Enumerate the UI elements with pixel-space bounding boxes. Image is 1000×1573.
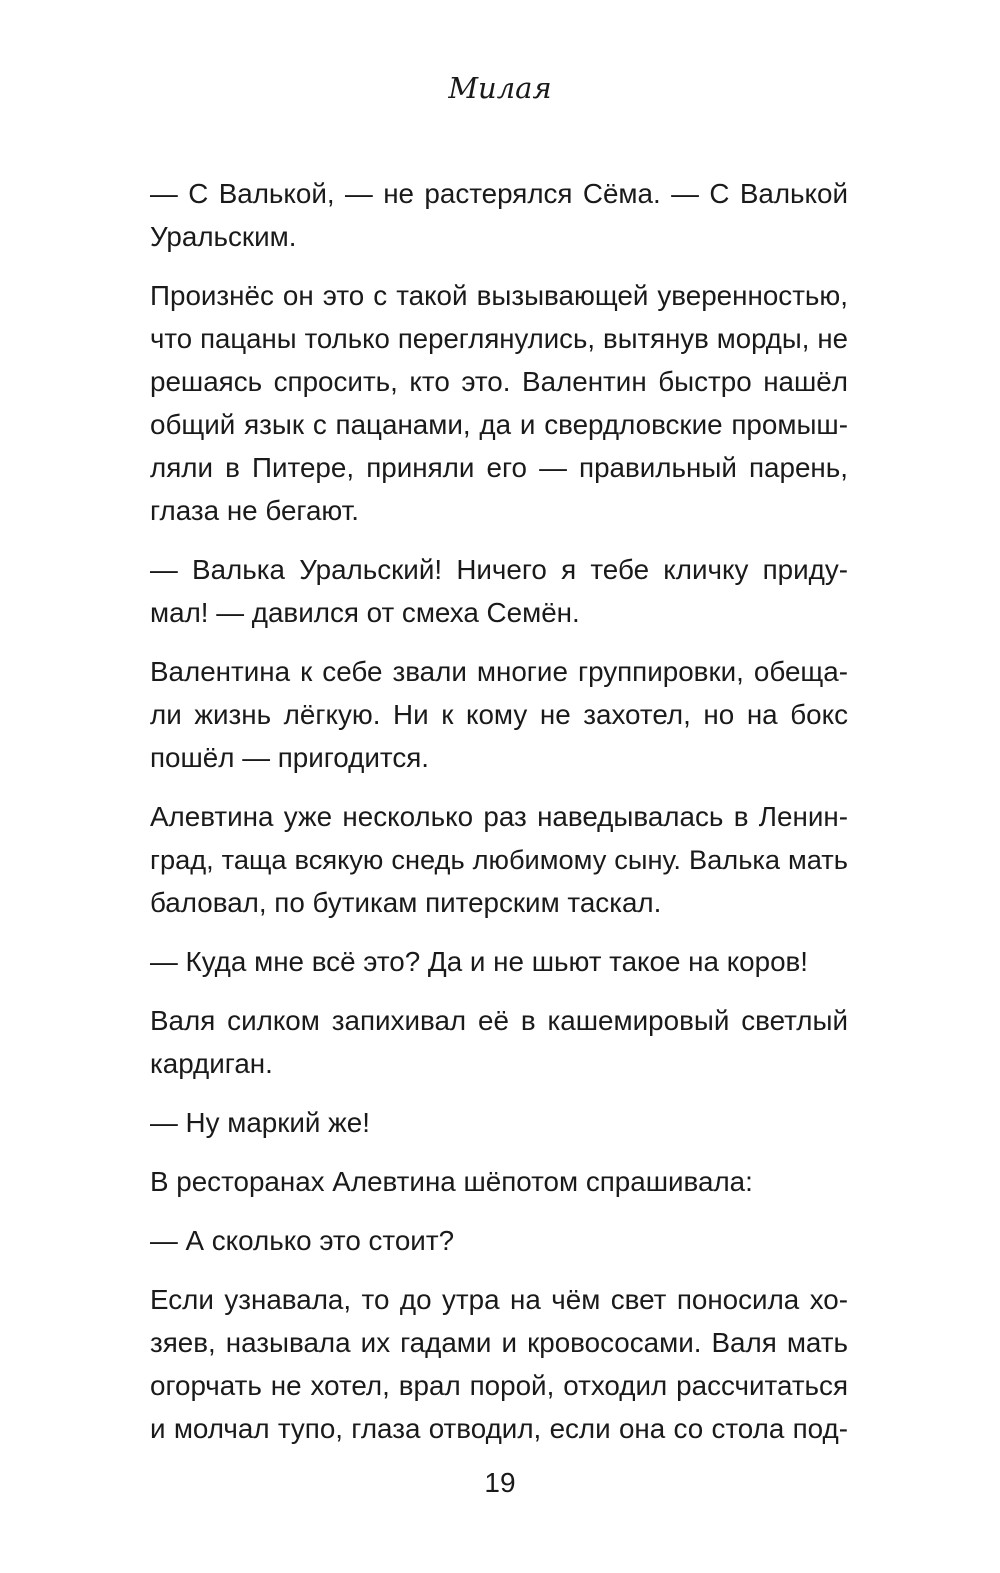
page-number: 19: [484, 1467, 516, 1498]
paragraph: [150, 548, 848, 634]
paragraph: [150, 940, 848, 983]
text-line: общий язык с пацанами, да и свердловские промыш-: [150, 409, 848, 440]
running-header: Милая: [448, 71, 552, 105]
text-line: — Ну маркий же!: [150, 1107, 370, 1138]
text-line: баловал, по бутикам питерским таскал.: [150, 887, 662, 918]
paragraph: [150, 1278, 848, 1450]
text-line: Если узнавала, то до утра на чём свет поносила хо-: [150, 1284, 848, 1315]
text-line: град, таща всякую снедь любимому сыну. Валька мать: [150, 844, 848, 875]
text-line: Произнёс он это с такой вызывающей уверенностью,: [150, 280, 848, 311]
text-line: кардиган.: [150, 1048, 273, 1079]
text-line: огорчать не хотел, врал порой, отходил рассчитаться: [150, 1370, 848, 1401]
text-line: решаясь спросить, кто это. Валентин быстро нашёл: [150, 366, 848, 397]
text-line: ли жизнь лёгкую. Ни к кому не захотел, но на бокс: [150, 699, 848, 730]
text-line: В ресторанах Алевтина шёпотом спрашивала:: [150, 1166, 753, 1197]
text-line: и молчал тупо, глаза отводил, если она со стола под-: [150, 1413, 848, 1444]
text-line: Валентина к себе звали многие группировки, обеща-: [150, 656, 848, 687]
paragraph: [150, 274, 848, 532]
text-line: — С Валькой, — не растерялся Сёма. — С Валькой: [150, 178, 848, 209]
text-line: мал! — давился от смеха Семён.: [150, 597, 580, 628]
text-line: — Валька Уральский! Ничего я тебе кличку приду-: [150, 554, 848, 585]
text-line: глаза не бегают.: [150, 495, 360, 526]
text-line: — А сколько это стоит?: [150, 1225, 455, 1256]
paragraph: [150, 1101, 848, 1144]
paragraph: [150, 1219, 848, 1262]
text-line: ляли в Питере, приняли его — правильный парень,: [150, 452, 848, 483]
text-line: Алевтина уже несколько раз наведывалась в Ленин-: [150, 801, 848, 832]
paragraph: [150, 172, 848, 258]
text-line: Валя силком запихивал её в кашемировый светлый: [150, 1005, 848, 1036]
text-line: пошёл — пригодится.: [150, 742, 429, 773]
text-line: Уральским.: [150, 221, 297, 252]
text-line: зяев, называла их гадами и кровососами. Валя мать: [150, 1327, 848, 1358]
paragraph: [150, 1160, 848, 1203]
paragraph: [150, 795, 848, 924]
body-text: [150, 172, 848, 1466]
paragraph: [150, 999, 848, 1085]
text-line: — Куда мне всё это? Да и не шьют такое на коров!: [150, 946, 809, 977]
text-line: что пацаны только переглянулись, вытянув морды, не: [150, 323, 848, 354]
paragraph: [150, 650, 848, 779]
